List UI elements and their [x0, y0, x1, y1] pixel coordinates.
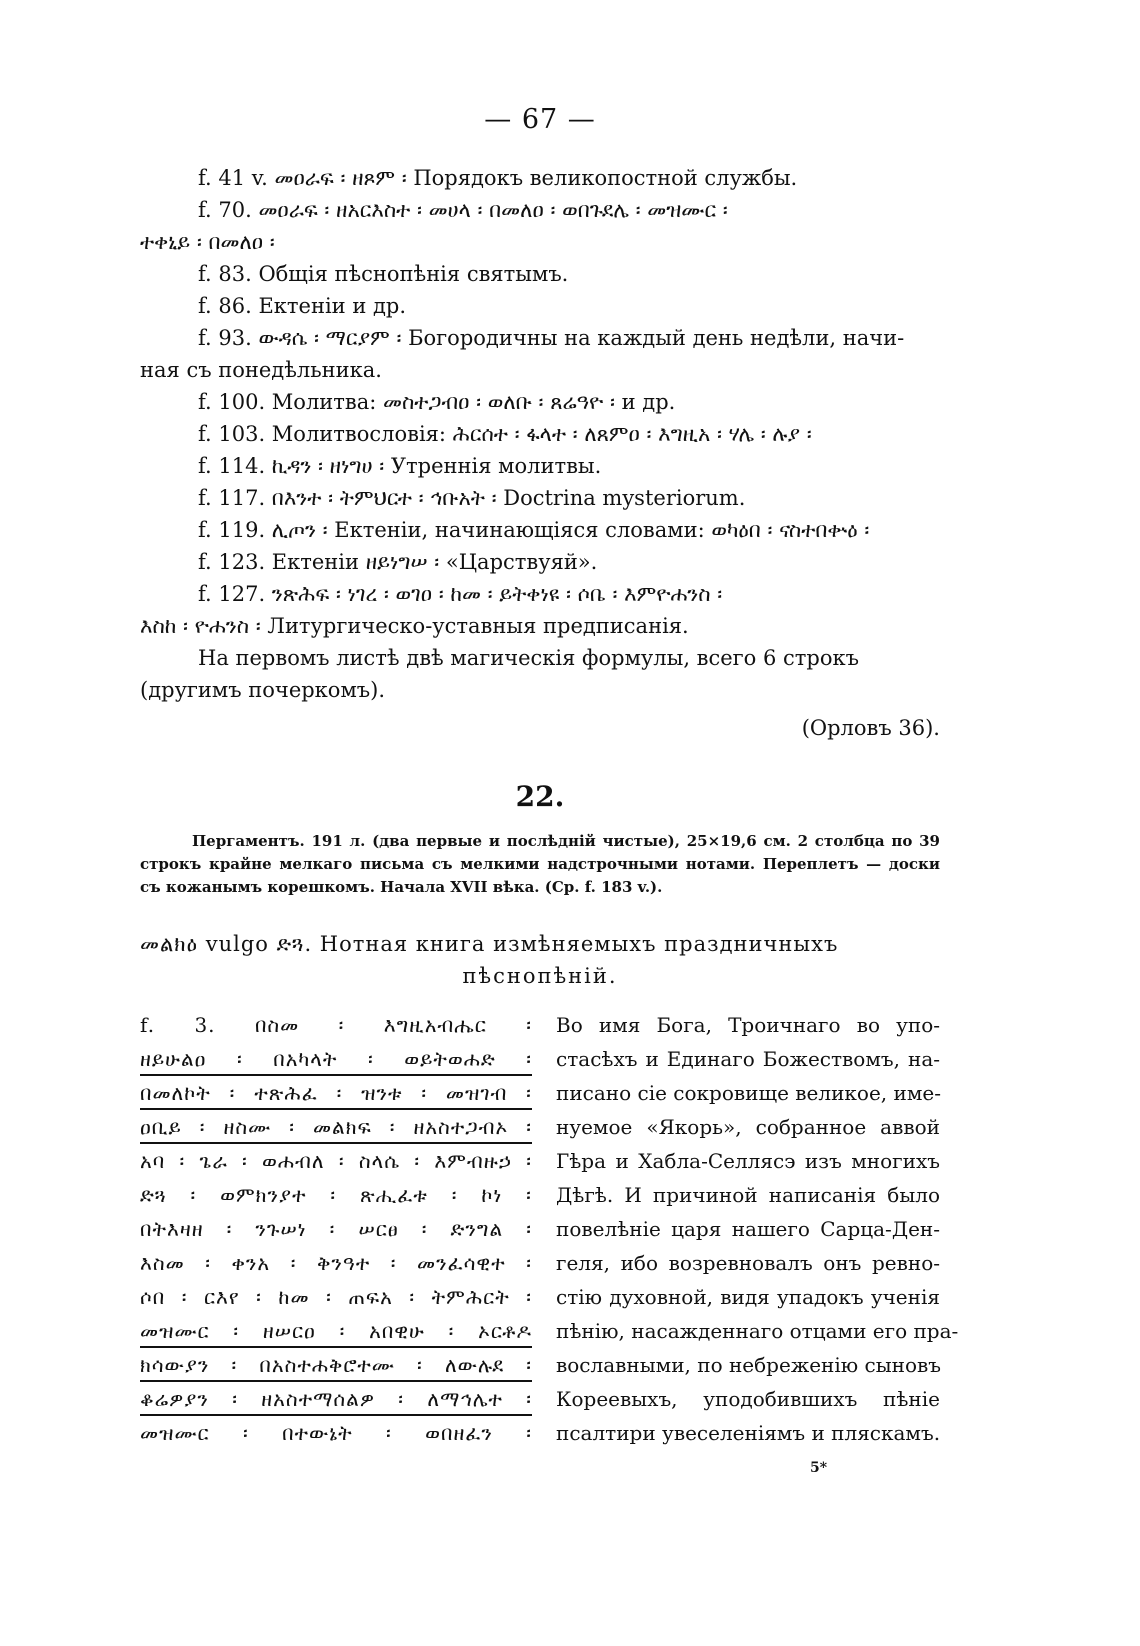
- translation-line: Кореевыхъ, уподобившихъ пѣніе: [556, 1387, 940, 1411]
- geez-line: መዝሙር ፡ በተውኔት ፡ ወበዘፈን ፡: [140, 1421, 532, 1445]
- geez-text-column: [140, 1008, 532, 1450]
- translation-line: геля, ибо возревновалъ онъ ревно-: [556, 1251, 940, 1275]
- translation-line: стасѣхъ и Единаго Божествомъ, на-: [556, 1047, 940, 1071]
- contents-line: f. 93. ውዳሴ ፡ ማርያም ፡ Богородичны на каждый день недѣли, начи-: [198, 326, 905, 350]
- book-title-line: መልክዕ vulgo ድጓ. Нотная книга измѣняемыхъ праздничныхъ: [140, 932, 839, 956]
- contents-line: f. 114. ኪዳን ፡ ዘነግሀ ፡ Утреннія молитвы.: [198, 454, 602, 478]
- note-paragraph: На первомъ листѣ двѣ магическія формулы, всего 6 строкъ (другимъ почеркомъ).: [140, 646, 859, 702]
- geez-line: መዝሙር ፡ ዘሠርዐ ፡ አበዊሁ ፡ ኦርቶዶ: [140, 1314, 532, 1348]
- geez-line: ሶበ ፡ ርእየ ፡ ከመ ፡ ጠፍአ ፡ ትምሕርት ፡: [140, 1285, 532, 1309]
- contents-line: f. 119. ሊጦን ፡ Ектеніи, начинающіяся словами: ወካዕበ ፡ ናስተበቍዕ ፡: [198, 518, 870, 542]
- translation-line: вославными, по небреженію сыновъ: [556, 1353, 942, 1377]
- contents-line: f. 86. Ектеніи и др.: [198, 294, 407, 318]
- geez-line: ክሳውያን ፡ በአስተሐቅሮተሙ ፡ ለውሉደ ፡: [140, 1348, 532, 1382]
- manuscript-contents: [140, 162, 940, 744]
- translation-line: Дѣгѣ. И причиной написанія было: [556, 1183, 940, 1207]
- book-title: [140, 928, 940, 992]
- contents-line: ተቀኒይ ፡ በመለዐ ፡: [140, 230, 275, 254]
- contents-line: f. 70. መዐራፍ ፡ ዘአርእስተ ፡ መሀላ ፡ በመለዐ ፡ ወበጉደሌ ፡ መዝሙር ፡: [198, 198, 728, 222]
- translation-line: пѣнію, насажденнаго отцами его пра-: [556, 1319, 959, 1343]
- geez-line: በትእዛዘ ፡ ንጉሠነ ፡ ሠርፀ ፡ ድንግል ፡: [140, 1217, 532, 1241]
- russian-translation-column: [556, 1008, 959, 1450]
- contents-line: f. 83. Общія пѣснопѣнія святымъ.: [198, 262, 569, 286]
- translation-line: стію духовной, видя упадокъ ученія: [556, 1285, 940, 1309]
- translation-line: писано сіе сокровище великое, име-: [556, 1081, 941, 1105]
- geez-line: አባ ፡ ጌራ ፡ ወሐብለ ፡ ስላሴ ፡ እምብዙኃ ፡: [140, 1149, 532, 1173]
- translation-line: нуемое «Якорь», собранное аввой: [556, 1115, 940, 1139]
- contents-line: f. 123. Ектеніи ዘይነግሠ ፡ «Царствуяй».: [198, 550, 598, 574]
- contents-line: እስከ ፡ ዮሐንስ ፡ Литургическо-уставныя предписанія.: [140, 614, 689, 638]
- translation-line: Во имя Бога, Троичнаго во упо-: [556, 1013, 940, 1037]
- contents-line: f. 103. Молитвословія: ሕርሰተ ፡ ፋላተ ፡ ለጸምዐ ፡ እግዚአ ፡ ሃሌ ፡ ሉያ ፡: [198, 422, 812, 446]
- translation-line: Гѣра и Хабла-Селлясэ изъ многихъ: [556, 1149, 940, 1173]
- geez-line: ድጓ ፡ ወምክንያተ ፡ ጽሒፈቱ ፡ ኮነ ፡: [140, 1183, 532, 1207]
- book-title-line: пѣснопѣній.: [462, 964, 618, 988]
- translation-line: повелѣніе царя нашего Сарца-Ден-: [556, 1217, 940, 1241]
- geez-line: በመለኮት ፡ ተጽሕፈ ፡ ዝንቱ ፡ መዝገብ ፡: [140, 1076, 532, 1110]
- geez-line: እስመ ፡ ቀንአ ፡ ቅንዓተ ፡ መንፈሳዊተ ፡: [140, 1251, 532, 1275]
- section-number: 22.: [515, 780, 565, 813]
- geez-line: f. 3. በስመ ፡ እግዚአብሔር ፡: [140, 1013, 532, 1037]
- translation-line: псалтири увеселеніямъ и пляскамъ.: [556, 1421, 941, 1445]
- geez-line: ቆሬዎያን ፡ ዘአስተማሰልዎ ፡ ለማኅሌተ ፡: [140, 1382, 532, 1416]
- geez-line: ዐቢይ ፡ ዘስሙ ፡ መልክፍ ፡ ዘአስተጋብኦ ፡: [140, 1110, 532, 1144]
- signature-mark: 5*: [810, 1460, 828, 1476]
- page-number: — 67 —: [484, 104, 596, 135]
- contents-line: ная съ понедѣльника.: [140, 358, 382, 382]
- contents-line: f. 117. በእንተ ፡ ትምህርተ ፡ ኅቡአት ፡ Doctrina mysteriorum.: [198, 486, 746, 510]
- contents-line: f. 41 v. መዐራፍ ፡ ዘጾም ፡ Порядокъ великопостной службы.: [198, 166, 798, 190]
- geez-line: ዘይሁልዐ ፡ በአካላት ፡ ወይትወሐድ ፡: [140, 1042, 532, 1076]
- citation: (Орловъ 36).: [801, 716, 940, 740]
- manuscript-description: Пергаментъ. 191 л. (два первые и послѣдній чистые), 25×19,6 см. 2 столбца по 39 строкъ крайне мелкаго письма съ мелкими надстрочными нотами. Переплетъ — доски съ кожанымъ корешкомъ. Начала XVII вѣка. (Ср. f. 183 v.).: [140, 832, 940, 896]
- contents-line: f. 100. Молитва: መስተጋብዐ ፡ ወለቡ ፡ ጸሬዓዮ ፡ и др.: [198, 390, 676, 414]
- contents-line: f. 127. ንጽሕፍ ፡ ነገረ ፡ ወገዐ ፡ ከመ ፡ ይትቀነዩ ፡ ሶቤ ፡ እምዮሐንስ ፡: [198, 582, 723, 606]
